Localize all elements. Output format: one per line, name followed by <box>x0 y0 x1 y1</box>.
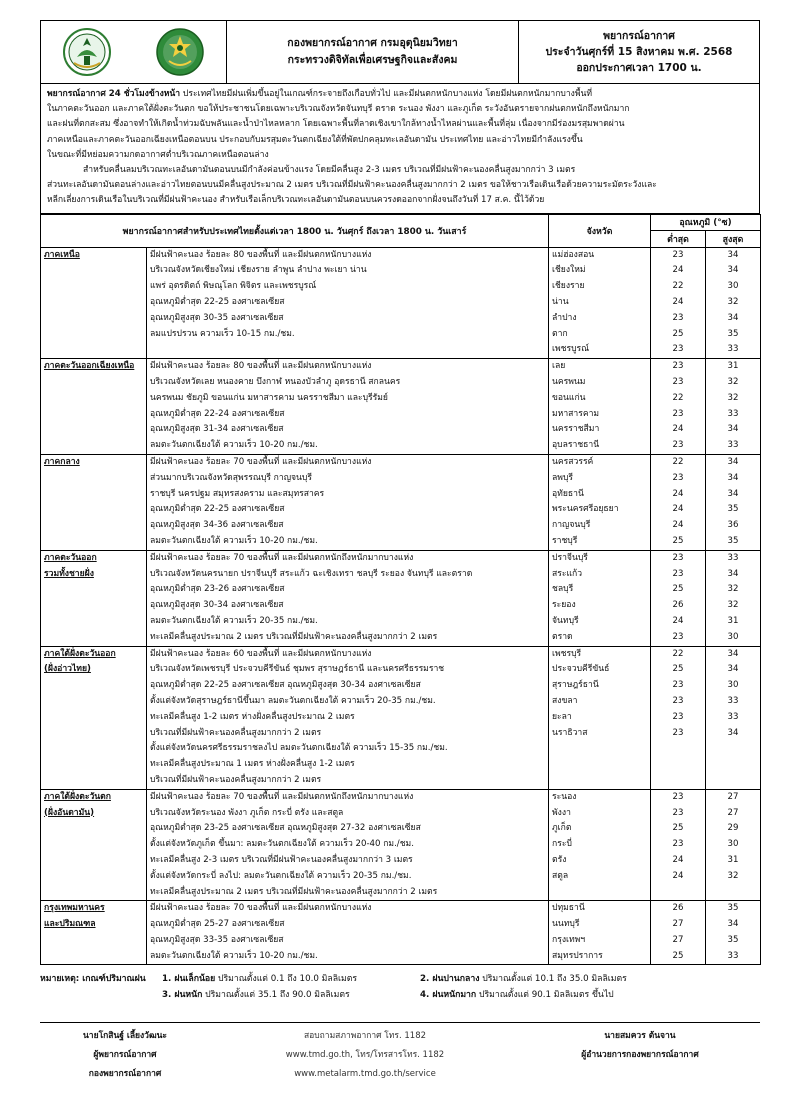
summary-line: ภาคเหนือและภาคตะวันออกเฉียงเหนือตอนบน ประกอบกับมรสุมตะวันตกเฉียงใต้ที่พัดปกคลุมทะเลอันดามัน ประเทศไทย และอ่าวไทยมีกำลังแรงขึ้น <box>47 134 583 145</box>
note-heavy-rain <box>162 987 420 1003</box>
region-row <box>41 646 761 789</box>
max-temp-value: 34 <box>727 472 739 483</box>
table-title: พยากรณ์อากาศสำหรับประเทศไทยตั้งแต่เวลา 1800 น. วันศุกร์ ถึงเวลา 1800 น. วันเสาร์ <box>41 214 549 247</box>
max-temp-value: 34 <box>727 265 739 276</box>
region-name: ภาคตะวันออกเฉียงเหนือ <box>44 361 135 372</box>
min-temp-value: 23 <box>672 727 684 738</box>
province-name: น่าน <box>552 297 569 308</box>
min-temp-value: 23 <box>672 568 684 579</box>
summary-line: ในภาคตะวันออก และภาคใต้ฝั่งตะวันตก ขอให้ประชาชนโดยเฉพาะบริเวณจังหวัดจันทบุรี ตราด ระนอง พังงา และภูเก็ต ระวังอันตรายจากฝนตกหนักถึงหนักมาก <box>47 104 630 115</box>
max-temp-value: 35 <box>727 504 739 515</box>
province-name: มหาสารคาม <box>552 408 600 419</box>
description-line: ส่วนมากบริเวณจังหวัดสุพรรณบุรี กาญจนบุรี <box>150 472 312 483</box>
description-line: ลมตะวันตกเฉียงใต้ ความเร็ว 10-20 กม./ชม. <box>150 535 318 546</box>
note-term: 3. ฝนหนัก <box>162 990 203 1001</box>
province-name: เชียงใหม่ <box>552 265 586 276</box>
region-name: รวมทั้งชายฝั่ง <box>44 568 94 579</box>
province-cell <box>549 646 651 789</box>
province-cell <box>549 359 651 455</box>
max-temp-cell <box>706 454 761 550</box>
description-line: อุณหภูมิสูงสุด 30-35 องศาเซลเซียส <box>150 312 284 323</box>
max-temp-value: 33 <box>727 344 739 355</box>
description-line: อุณหภูมิสูงสุด 33-35 องศาเซลเซียส <box>150 934 284 945</box>
table-header-row <box>41 214 761 230</box>
region-name-cell <box>41 550 147 646</box>
summary-lead: พยากรณ์อากาศ 24 ชั่วโมงข้างหน้า <box>47 89 181 99</box>
min-temp-value: 23 <box>672 472 684 483</box>
min-temp-value: 27 <box>672 919 684 930</box>
min-temp-cell <box>651 247 706 359</box>
province-name: ระนอง <box>552 791 577 802</box>
max-temp-value: 30 <box>727 281 739 292</box>
note-moderate-rain <box>420 971 627 987</box>
min-temp-value: 23 <box>672 249 684 260</box>
max-temp-value: 31 <box>727 361 739 372</box>
min-temp-value: 24 <box>672 520 684 531</box>
note-light-rain <box>162 971 420 987</box>
max-temp-value: 34 <box>727 664 739 675</box>
region-name: ภาคใต้ฝั่งตะวันตก <box>44 791 111 802</box>
description-line: อุณหภูมิต่ำสุด 22-25 องศาเซลเซียส <box>150 297 285 308</box>
max-temp-value: 33 <box>727 711 739 722</box>
description-line: ทะเลมีคลื่นสูงประมาณ 1 เมตร ห่างฝั่งคลื่นสูง 1-2 เมตร <box>150 759 355 770</box>
region-name: (ฝั่งอ่าวไทย) <box>44 664 91 675</box>
document-info <box>519 21 759 83</box>
min-temp-value: 24 <box>672 870 684 881</box>
note-term: 4. ฝนหนักมาก <box>420 990 477 1001</box>
rainfall-notes <box>40 971 760 1003</box>
region-name-cell <box>41 789 147 901</box>
region-description-cell <box>147 646 549 789</box>
ministry-emblem-icon <box>155 27 205 77</box>
description-line: อุณหภูมิต่ำสุด 23-25 องศาเซลเซียส อุณหภูมิสูงสุด 27-32 องศาเซลเซียส <box>150 823 421 834</box>
max-temp-value: 33 <box>727 950 739 961</box>
max-temp-value: 34 <box>727 648 739 659</box>
description-line: ทะเลมีคลื่นสูงประมาณ 2 เมตร บริเวณที่มีฝนฟ้าคะนองคลื่นสูงมากกว่า 2 เมตร <box>150 631 438 642</box>
min-temp-value: 22 <box>672 648 684 659</box>
province-name: ภูเก็ต <box>552 823 572 834</box>
province-name: ตาก <box>552 328 568 339</box>
summary-line: ประเทศไทยมีฝนเพิ่มขึ้นอยู่ในเกณฑ์กระจายถึงเกือบทั่วไป และมีฝนตกหนักบางแห่ง โดยมีฝนตกหนักมากบางพื้นที่ <box>182 89 593 99</box>
description-line: ตั้งแต่จังหวัดกระบี่ ลงไป: ลมตะวันตกเฉียงใต้ ความเร็ว 20-35 กม./ชม. <box>150 870 412 881</box>
region-description-cell <box>147 454 549 550</box>
summary-line: ส่วนทะเลอันดามันตอนล่างและอ่าวไทยตอนบนมีคลื่นสูงประมาณ 2 เมตร บริเวณที่มีฝนฟ้าคะนองคลื่นสูงมากกว่า 2 เมตร ขอให้ชาวเรือเดินเรือด้วยความระมัดระวังและ <box>47 180 657 191</box>
summary-line: ในขณะที่มีหย่อมความกดอากาศต่ำบริเวณภาคเหนือตอนล่าง <box>47 149 269 160</box>
tmd-emblem-icon <box>62 27 112 77</box>
region-row <box>41 247 761 359</box>
min-temp-value: 23 <box>672 631 684 642</box>
description-line: มีฝนฟ้าคะนอง ร้อยละ 70 ของพื้นที่ และมีฝนตกหนักถึงหนักมากบางแห่ง <box>150 791 414 802</box>
province-name: นราธิวาส <box>552 727 588 738</box>
logos <box>41 21 227 83</box>
min-temp-value: 24 <box>672 424 684 435</box>
province-name: ปราจีนบุรี <box>552 552 588 563</box>
description-line: ทะเลมีคลื่นสูง 1-2 เมตร ห่างฝั่งคลื่นสูงประมาณ 2 เมตร <box>150 711 355 722</box>
min-temp-value: 23 <box>672 552 684 563</box>
max-temp-value: 34 <box>727 249 739 260</box>
description-line: บริเวณที่มีฝนฟ้าคะนองคลื่นสูงมากกว่า 2 เมตร <box>150 727 322 738</box>
description-line: มีฝนฟ้าคะนอง ร้อยละ 60 ของพื้นที่ และมีฝนตกหนักบางแห่ง <box>150 648 372 659</box>
region-row <box>41 789 761 901</box>
province-name: ชลบุรี <box>552 584 574 595</box>
min-temp-value: 23 <box>672 361 684 372</box>
province-name: ประจวบคีรีขันธ์ <box>552 664 610 675</box>
region-name: กรุงเทพมหานคร <box>44 903 105 914</box>
region-row <box>41 454 761 550</box>
document-date: ประจำวันศุกร์ที่ 15 สิงหาคม พ.ศ. 2568 <box>545 46 733 58</box>
max-temp-value: 34 <box>727 424 739 435</box>
max-temp-value: 34 <box>727 312 739 323</box>
max-temp-value: 33 <box>727 695 739 706</box>
min-temp-value: 23 <box>672 344 684 355</box>
min-temp-cell <box>651 901 706 965</box>
province-name: นครสวรรค์ <box>552 456 594 467</box>
region-name-cell <box>41 901 147 965</box>
min-temp-value: 22 <box>672 281 684 292</box>
min-temp-value: 25 <box>672 950 684 961</box>
min-temp-cell <box>651 454 706 550</box>
province-name: เพชรบูรณ์ <box>552 344 590 355</box>
region-name-cell <box>41 454 147 550</box>
province-name: สระแก้ว <box>552 568 583 579</box>
description-line: อุณหภูมิต่ำสุด 22-24 องศาเซลเซียส <box>150 408 285 419</box>
province-cell <box>549 550 651 646</box>
description-line: บริเวณจังหวัดเพชรบุรี ประจวบคีรีขันธ์ ชุมพร สุราษฎร์ธานี และนครศรีธรรมราช <box>150 664 445 675</box>
min-temp-value: 26 <box>672 600 684 611</box>
min-temp-value: 25 <box>672 535 684 546</box>
province-cell <box>549 454 651 550</box>
min-temp-value: 23 <box>672 711 684 722</box>
description-line: ลมตะวันตกเฉียงใต้ ความเร็ว 10-20 กม./ชม. <box>150 440 318 451</box>
province-name: กระบี่ <box>552 839 572 850</box>
min-temp-value: 23 <box>672 839 684 850</box>
description-line: บริเวณที่มีฝนฟ้าคะนองคลื่นสูงมากกว่า 2 เมตร <box>150 774 322 785</box>
issue-time: ออกประกาศเวลา 1700 น. <box>576 62 702 74</box>
min-temp-value: 24 <box>672 615 684 626</box>
min-temp-value: 22 <box>672 456 684 467</box>
region-name: ภาคใต้ฝั่งตะวันออก <box>44 648 116 659</box>
notes-row <box>40 987 760 1003</box>
director-signature <box>520 1027 760 1084</box>
note-range: ปริมาณตั้งแต่ 0.1 ถึง 10.0 มิลลิเมตร <box>215 974 358 985</box>
min-temp-value: 26 <box>672 903 684 914</box>
footer-divider <box>40 1022 760 1023</box>
min-temp-value: 23 <box>672 807 684 818</box>
province-name: ตรัง <box>552 854 567 865</box>
min-temp-value: 24 <box>672 297 684 308</box>
forecaster-division: กองพยากรณ์อากาศ <box>88 1069 162 1079</box>
max-temp-value: 34 <box>727 568 739 579</box>
description-line: ทะเลมีคลื่นสูงประมาณ 2 เมตร บริเวณที่มีฝนฟ้าคะนองคลื่นสูงมากกว่า 2 เมตร <box>150 886 438 897</box>
max-temp-value: 30 <box>727 680 739 691</box>
temperature-column-header: อุณหภูมิ (°ซ) <box>651 214 761 230</box>
min-temp-value: 27 <box>672 934 684 945</box>
province-name: ราชบุรี <box>552 535 578 546</box>
notes-row <box>40 971 760 987</box>
region-name: ภาคกลาง <box>44 456 80 467</box>
max-temp-value: 34 <box>727 488 739 499</box>
province-cell <box>549 901 651 965</box>
min-temp-cell <box>651 789 706 901</box>
max-temp-value: 35 <box>727 328 739 339</box>
min-temp-value: 25 <box>672 328 684 339</box>
min-temp-cell <box>651 550 706 646</box>
notes-label: หมายเหตุ: เกณฑ์ปริมาณฝน <box>40 974 146 985</box>
min-temp-value: 23 <box>672 312 684 323</box>
max-temp-value: 35 <box>727 903 739 914</box>
min-temp-value: 24 <box>672 488 684 499</box>
summary-line: สำหรับคลื่นลมบริเวณทะเลอันดามันตอนบนมีกำลังค่อนข้างแรง โดยมีคลื่นสูง 2-3 เมตร บริเวณที่มีฝนฟ้าคะนองคลื่นสูงมากกว่า 3 เมตร <box>83 165 576 176</box>
max-temp-value: 36 <box>727 520 739 531</box>
contact-website: www.tmd.go.th, โทร/โทรสารโทร. 1182 <box>285 1050 445 1060</box>
province-name: สมุทรปราการ <box>552 950 603 961</box>
description-line: มีฝนฟ้าคะนอง ร้อยละ 70 ของพื้นที่ และมีฝนตกหนักถึงหนักมากบางแห่ง <box>150 552 414 563</box>
province-name: ลพบุรี <box>552 472 574 483</box>
organization-name: กองพยากรณ์อากาศ กรมอุตุนิยมวิทยา <box>287 37 458 49</box>
max-temp-value: 31 <box>727 615 739 626</box>
province-name: สงขลา <box>552 695 578 706</box>
province-name: เชียงราย <box>552 281 585 292</box>
min-temp-value: 23 <box>672 680 684 691</box>
description-line: อุณหภูมิต่ำสุด 22-25 องศาเซลเซียส อุณหภูมิสูงสุด 30-34 องศาเซลเซียส <box>150 680 421 691</box>
province-name: นครพนม <box>552 377 586 387</box>
description-line: ลมตะวันตกเฉียงใต้ ความเร็ว 10-20 กม./ชม. <box>150 950 318 961</box>
max-temp-value: 34 <box>727 919 739 930</box>
description-line: อุณหภูมิต่ำสุด 23-26 องศาเซลเซียส <box>150 584 285 595</box>
max-temp-header: สูงสุด <box>706 230 761 247</box>
region-description-cell <box>147 789 549 901</box>
max-temp-value: 33 <box>727 408 739 419</box>
province-name: อุบลราชธานี <box>552 440 600 451</box>
province-name: ระยอง <box>552 600 576 611</box>
max-temp-value: 32 <box>727 870 739 881</box>
document-title: พยากรณ์อากาศ <box>603 30 675 42</box>
min-temp-value: 24 <box>672 504 684 515</box>
organization-block <box>227 21 519 83</box>
province-name: กาญจนบุรี <box>552 520 591 531</box>
province-name: ขอนแก่น <box>552 392 586 403</box>
max-temp-cell <box>706 646 761 789</box>
max-temp-value: 32 <box>727 600 739 611</box>
description-line: อุณหภูมิสูงสุด 30-34 องศาเซลเซียส <box>150 600 284 611</box>
description-line: อุณหภูมิสูงสุด 34-36 องศาเซลเซียส <box>150 520 284 531</box>
province-cell <box>549 789 651 901</box>
regional-forecast-table <box>40 214 761 966</box>
min-temp-value: 23 <box>672 408 684 419</box>
contact-service-url: www.metalarm.tmd.go.th/service <box>294 1069 436 1079</box>
province-name: สุราษฎร์ธานี <box>552 680 599 691</box>
province-name: พระนครศรีอยุธยา <box>552 504 619 515</box>
max-temp-value: 32 <box>727 297 739 308</box>
min-temp-value: 25 <box>672 823 684 834</box>
max-temp-value: 27 <box>727 807 739 818</box>
note-range: ปริมาณตั้งแต่ 10.1 ถึง 35.0 มิลลิเมตร <box>479 974 627 985</box>
max-temp-value: 32 <box>727 377 739 387</box>
min-temp-value: 25 <box>672 664 684 675</box>
description-line: ตั้งแต่จังหวัดภูเก็ต ขึ้นมา: ลมตะวันตกเฉียงใต้ ความเร็ว 20-40 กม./ชม. <box>150 839 414 850</box>
region-name: (ฝั่งอันดามัน) <box>44 807 95 818</box>
note-term: 1. ฝนเล็กน้อย <box>162 974 216 985</box>
region-name-cell <box>41 646 147 789</box>
description-line: อุณหภูมิต่ำสุด 25-27 องศาเซลเซียส <box>150 919 285 930</box>
ministry-name: กระทรวงดิจิทัลเพื่อเศรษฐกิจและสังคม <box>287 54 458 66</box>
min-temp-value: 25 <box>672 584 684 595</box>
note-range: ปริมาณตั้งแต่ 90.1 มิลลิเมตร ขึ้นไป <box>476 990 614 1001</box>
province-name: ปทุมธานี <box>552 903 585 914</box>
region-name-cell <box>41 247 147 359</box>
province-name: กรุงเทพฯ <box>552 934 586 945</box>
description-line <box>150 342 545 358</box>
province-name: เลย <box>552 361 566 372</box>
description-line: บริเวณจังหวัดนครนายก ปราจีนบุรี สระแก้ว ฉะเชิงเทรา ชลบุรี ระยอง จันทบุรี และตราด <box>150 568 473 579</box>
max-temp-value: 35 <box>727 934 739 945</box>
summary-paragraph-1 <box>47 87 753 163</box>
province-name: นครราชสีมา <box>552 424 600 435</box>
max-temp-cell <box>706 550 761 646</box>
description-line: ตั้งแต่จังหวัดนครศรีธรรมราชลงไป ลมตะวันตกเฉียงใต้ ความเร็ว 15-35 กม./ชม. <box>150 743 448 754</box>
region-description-cell <box>147 359 549 455</box>
province-name: สตูล <box>552 870 569 881</box>
forecast-body <box>41 247 761 965</box>
region-row <box>41 550 761 646</box>
note-range: ปริมาณตั้งแต่ 35.1 ถึง 90.0 มิลลิเมตร <box>202 990 350 1001</box>
region-description-cell <box>147 550 549 646</box>
description-line: บริเวณจังหวัดเชียงใหม่ เชียงราย ลำพูน ลำปาง พะเยา น่าน <box>150 265 367 276</box>
region-description-cell <box>147 901 549 965</box>
province-name: จันทบุรี <box>552 615 579 626</box>
description-line: นครพนม ชัยภูมิ ขอนแก่น มหาสารคาม นครราชสีมา และบุรีรัมย์ <box>150 392 388 403</box>
forecaster-signature <box>40 1027 210 1084</box>
region-row <box>41 359 761 455</box>
max-temp-value: 30 <box>727 839 739 850</box>
region-name: ภาคเหนือ <box>44 249 80 260</box>
director-name: นายสมควร ต้นจาน <box>604 1031 676 1041</box>
region-description-cell <box>147 247 549 359</box>
region-row <box>41 901 761 965</box>
summary-paragraph-2 <box>47 163 753 209</box>
note-term: 2. ฝนปานกลาง <box>420 974 480 985</box>
description-line: อุณหภูมิสูงสุด 31-34 องศาเซลเซียส <box>150 424 284 435</box>
max-temp-cell <box>706 359 761 455</box>
region-name: ภาคตะวันออก <box>44 552 97 563</box>
max-temp-value: 33 <box>727 440 739 451</box>
forecast-summary <box>40 84 760 214</box>
max-temp-value: 31 <box>727 854 739 865</box>
min-temp-value: 23 <box>672 440 684 451</box>
director-role: ผู้อำนวยการกองพยากรณ์อากาศ <box>581 1050 699 1060</box>
description-line: ราชบุรี นครปฐม สมุทรสงคราม และสมุทรสาคร <box>150 488 325 499</box>
forecaster-name: นายโกสินฐ์ เลี้ยงวัฒนะ <box>83 1031 167 1041</box>
max-temp-cell <box>706 901 761 965</box>
province-name: อุทัยธานี <box>552 488 584 499</box>
province-name: พังงา <box>552 807 571 818</box>
min-temp-cell <box>651 359 706 455</box>
province-name: เพชรบุรี <box>552 648 582 659</box>
max-temp-value: 30 <box>727 631 739 642</box>
forecaster-role: ผู้พยากรณ์อากาศ <box>93 1050 157 1060</box>
document-footer <box>40 1027 760 1084</box>
province-name: ยะลา <box>552 711 572 722</box>
description-line: บริเวณจังหวัดเลย หนองคาย บึงกาฬ หนองบัวลำภู อุดรธานี สกลนคร <box>150 377 401 387</box>
min-temp-header: ต่ำสุด <box>651 230 706 247</box>
description-line: ตั้งแต่จังหวัดสุราษฎร์ธานีขึ้นมา ลมตะวันตกเฉียงใต้ ความเร็ว 20-35 กม./ชม. <box>150 695 436 706</box>
description-line: ลมแปรปรวน ความเร็ว 10-15 กม./ชม. <box>150 328 295 339</box>
max-temp-value: 32 <box>727 584 739 595</box>
description-line: มีฝนฟ้าคะนอง ร้อยละ 80 ของพื้นที่ และมีฝนตกหนักบางแห่ง <box>150 249 372 260</box>
max-temp-cell <box>706 789 761 901</box>
min-temp-cell <box>651 646 706 789</box>
province-name: ลำปาง <box>552 312 577 323</box>
max-temp-value: 34 <box>727 727 739 738</box>
province-cell <box>549 247 651 359</box>
province-name: แม่ฮ่องสอน <box>552 249 595 260</box>
description-line: มีฝนฟ้าคะนอง ร้อยละ 70 ของพื้นที่ และมีฝนตกหนักบางแห่ง <box>150 456 372 467</box>
max-temp-value: 35 <box>727 535 739 546</box>
contact-phone: สอบถามสภาพอากาศ โทร. 1182 <box>303 1031 427 1041</box>
region-name-cell <box>41 359 147 455</box>
region-name: และปริมณฑล <box>44 919 96 930</box>
summary-line: หลีกเลี่ยงการเดินเรือในบริเวณที่มีฝนฟ้าคะนอง สำหรับเรือเล็กบริเวณทะเลอันดามันตอนบนควรงดออกจากฝั่งจนถึงวันที่ 17 ส.ค. นี้ไว้ด้วย <box>47 195 545 206</box>
max-temp-value: 29 <box>727 823 739 834</box>
max-temp-value: 34 <box>727 456 739 467</box>
min-temp-value: 23 <box>672 377 684 387</box>
document-header <box>40 20 760 84</box>
note-very-heavy-rain <box>420 987 614 1003</box>
description-line: ลมตะวันตกเฉียงใต้ ความเร็ว 20-35 กม./ชม. <box>150 615 318 626</box>
description-line: มีฝนฟ้าคะนอง ร้อยละ 80 ของพื้นที่ และมีฝนตกหนักบางแห่ง <box>150 361 372 372</box>
min-temp-value: 24 <box>672 854 684 865</box>
max-temp-cell <box>706 247 761 359</box>
description-line: แพร่ อุตรดิตถ์ พิษณุโลก พิจิตร และเพชรบูรณ์ <box>150 281 317 292</box>
min-temp-value: 23 <box>672 695 684 706</box>
province-column-header: จังหวัด <box>549 214 651 247</box>
max-temp-value: 32 <box>727 392 739 403</box>
province-name: นนทบุรี <box>552 919 580 930</box>
min-temp-value: 22 <box>672 392 684 403</box>
description-line: บริเวณจังหวัดระนอง พังงา ภูเก็ต กระบี่ ตรัง และสตูล <box>150 807 344 818</box>
min-temp-value: 24 <box>672 265 684 276</box>
contact-info <box>210 1027 520 1084</box>
description-line: อุณหภูมิต่ำสุด 22-25 องศาเซลเซียส <box>150 504 285 515</box>
max-temp-value: 27 <box>727 791 739 802</box>
description-line: ทะเลมีคลื่นสูง 2-3 เมตร บริเวณที่มีฝนฟ้าคะนองคลื่นสูงมากกว่า 3 เมตร <box>150 854 413 865</box>
description-line: มีฝนฟ้าคะนอง ร้อยละ 70 ของพื้นที่ และมีฝนตกหนักบางแห่ง <box>150 903 372 914</box>
summary-line: และฝนที่ตกสะสม ซึ่งอาจทำให้เกิดน้ำท่วมฉับพลันและน้ำป่าไหลหลาก โดยเฉพาะพื้นที่ลาดเชิงเขาใกล้ทางน้ำไหลผ่านและพื้นที่ลุ่ม เนื่องจากมีร่องมรสุมพาดผ่าน <box>47 119 625 130</box>
min-temp-value: 23 <box>672 791 684 802</box>
province-name: ตราด <box>552 631 573 642</box>
max-temp-value: 33 <box>727 552 739 563</box>
